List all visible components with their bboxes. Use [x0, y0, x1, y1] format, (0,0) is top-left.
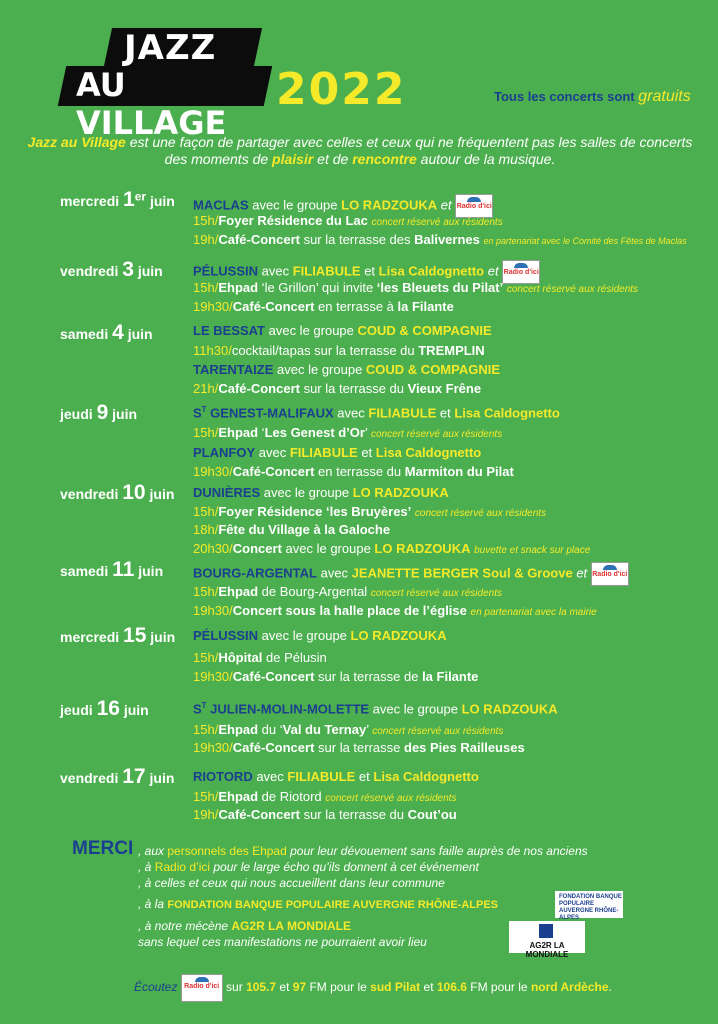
event-town: PÉLUSSIN — [193, 263, 259, 279]
day-label — [60, 321, 153, 345]
event-time: 19h30 — [193, 740, 230, 755]
event-band: COUD & COMPAGNIE — [357, 323, 492, 338]
event-and: et — [357, 445, 376, 460]
event-with: avec — [316, 565, 352, 581]
event-band: Lisa Caldognetto — [375, 445, 482, 460]
listen-label: Écoutez — [134, 980, 178, 995]
day-number: 15 — [123, 624, 147, 647]
event-band: COUD & COMPAGNIE — [365, 362, 501, 377]
event-line: 15h/Ehpad du ‘Val du Ternay’ concert réservé aux résidents — [193, 722, 504, 737]
event-time: 20h30 — [193, 541, 230, 556]
event-place: Café-Concert — [218, 807, 300, 822]
event-venue: des Pies Railleuses — [404, 740, 525, 755]
event-town: LE BESSAT — [193, 323, 265, 338]
event-time: 15h — [193, 584, 215, 599]
event-text: de Pélusin — [262, 650, 327, 665]
event-note: concert réservé aux résidents — [370, 588, 502, 599]
intro-text — [20, 134, 700, 168]
event-line: 19h30/Concert sous la halle place de l’église en partenariat avec la mairie — [193, 603, 597, 618]
event-band: LO RADZOUKA — [461, 701, 558, 717]
event-line: 15h/Foyer Résidence du Lac concert réservé aux résidents — [193, 213, 503, 228]
event-time: 19h30 — [193, 603, 230, 618]
event-text: sur la terrasse du — [299, 381, 408, 396]
event-headline — [193, 562, 629, 586]
event-text: ‘ — [258, 425, 265, 440]
event-text: sur la terrasse des — [299, 232, 415, 247]
event-venue: à la Galoche — [309, 522, 391, 537]
event-line: 15h/Ehpad de Bourg-Argental concert réservé aux résidents — [193, 584, 502, 599]
event-text: de Bourg-Argental — [258, 584, 368, 599]
event-venue: ‘les Bleuets du Pilat’ — [376, 280, 504, 295]
event-place: Ehpad — [218, 584, 259, 599]
event-with: avec le groupe — [265, 323, 358, 338]
event-note: concert réservé aux résidents — [414, 508, 547, 519]
event-with: avec le groupe — [248, 197, 342, 213]
day-weekday: vendredi — [60, 770, 119, 786]
day-label — [60, 258, 163, 282]
event-venue: Vieux Frêne — [407, 381, 482, 396]
event-line: 18h/Fête du Village à la Galoche — [193, 522, 391, 537]
event-town: S — [193, 701, 202, 717]
day-label — [60, 624, 175, 648]
event-town: PLANFOY — [193, 445, 256, 460]
fondation-banque-populaire-logo: FONDATION BANQUE POPULAIRE AUVERGNE RHÔNE-ALPES — [555, 891, 623, 918]
day-label — [60, 481, 174, 505]
thanks-line: , à Radio d’ici pour le large écho qu’ils donnent à cet événement — [138, 860, 479, 874]
event-place: Ehpad — [218, 789, 259, 804]
event-time: 15h — [193, 425, 215, 440]
event-with: avec le groupe — [260, 485, 353, 500]
event-band: FILIABULE — [368, 405, 437, 421]
event-line: 19h30/Café-Concert en terrasse à la Filante — [193, 299, 454, 314]
event-and: et — [360, 263, 379, 279]
day-month: juin — [112, 406, 138, 422]
festival-year: 2022 — [276, 64, 407, 115]
event-note: concert réservé aux résidents — [372, 726, 504, 737]
day-month: juin — [138, 563, 164, 579]
day-number: 11 — [112, 558, 135, 581]
event-and: et — [436, 405, 455, 421]
ag2r-la-mondiale-logo — [509, 921, 585, 959]
event-band: LO RADZOUKA — [352, 485, 449, 500]
event-time: 15h — [193, 213, 215, 228]
radio-dici-logo: Radio d'ici — [591, 562, 629, 586]
logo-words-au-village: AU VILLAGE — [76, 66, 227, 142]
event-time: 18h — [193, 522, 215, 537]
event-with: avec — [252, 769, 288, 784]
thanks-highlight: personnels des Ehpad — [167, 844, 287, 858]
logo-word-jazz: JAZZ — [124, 28, 217, 68]
thanks-line: , aux personnels des Ehpad pour leur dévouement sans faille auprès de nos anciens — [138, 844, 588, 858]
day-month: juin — [137, 263, 163, 279]
event-with: avec le groupe — [369, 701, 462, 717]
day-number: 16 — [96, 697, 120, 720]
radio-dici-logo: Radio d'ici — [502, 260, 540, 284]
intro-part2: des moments de — [164, 151, 273, 167]
event-venue: Balivernes — [414, 232, 480, 247]
intro-part1: est une façon de partager avec celles et ceux qui ne fréquentent pas les salles de concerts — [125, 134, 693, 150]
event-town: S — [193, 405, 202, 421]
event-time: 11h30 — [193, 343, 229, 358]
day-label — [60, 401, 137, 425]
event-venue: ‘les Bruyères’ — [322, 504, 412, 519]
event-time: 19h30 — [193, 669, 230, 684]
event-text: avec le groupe — [281, 541, 375, 556]
event-place: Concert — [232, 541, 282, 556]
event-headline — [193, 445, 481, 460]
day-weekday: vendredi — [60, 263, 119, 279]
event-town: MACLAS — [193, 197, 249, 213]
event-line: 15h/Ehpad ‘le Grillon’ qui invite ‘les Bleuets du Pilat’ concert réservé aux résidents — [193, 280, 639, 295]
event-with: avec le groupe — [258, 628, 351, 643]
event-town-sup: T — [201, 405, 207, 414]
event-note: concert réservé aux résidents — [371, 217, 503, 228]
frequency: 105.7 — [246, 980, 277, 995]
event-text: du ‘ — [258, 722, 283, 737]
day-label — [60, 188, 175, 212]
event-place: Ehpad — [218, 425, 259, 440]
event-et: et — [484, 263, 499, 279]
day-weekday: samedi — [60, 326, 109, 342]
event-band: FILIABULE — [292, 263, 361, 279]
event-place: Café-Concert — [218, 232, 300, 247]
event-venue: sous la halle place de l’église — [281, 603, 467, 618]
ag2r-mark-icon — [539, 924, 553, 938]
thanks-line: , à celles et ceux qui nous accueillent dans leur commune — [138, 876, 445, 890]
event-town: PÉLUSSIN — [193, 628, 259, 643]
event-with: avec — [255, 445, 290, 460]
event-text: en terrasse à — [314, 299, 398, 314]
event-line: 19h30/Café-Concert en terrasse du Marmiton du Pilat — [193, 464, 514, 479]
event-town: DUNIÈRES — [193, 485, 261, 500]
event-place: Ehpad — [218, 280, 259, 295]
event-headline — [193, 362, 500, 377]
event-place: Hôpital — [218, 650, 263, 665]
event-et: et — [437, 197, 452, 213]
free-prefix: Tous les concerts sont — [494, 89, 635, 104]
event-text: ’ — [366, 722, 369, 737]
event-place: Café-Concert — [232, 299, 315, 314]
event-place: Foyer Résidence — [218, 504, 323, 519]
event-note: concert réservé aux résidents — [371, 429, 503, 440]
event-note: en partenariat avec le Comité des Fêtes de Maclas — [483, 236, 687, 246]
day-month: juin — [149, 486, 175, 502]
event-line: 11h30/cocktail/tapas sur la terrasse du TREMPLIN — [193, 343, 485, 358]
day-number: 17 — [122, 765, 146, 788]
radio-dici-logo: Radio d'ici — [181, 974, 223, 1002]
thanks-line: sans lequel ces manifestations ne pourraient avoir lieu — [138, 935, 427, 949]
event-line: 15h/Hôpital de Pélusin — [193, 650, 327, 665]
free-concerts-banner — [494, 88, 691, 106]
event-with: avec — [258, 263, 293, 279]
day-month: juin — [127, 326, 153, 342]
listen-line: Écoutez Radio d'ici sur 105.7 et 97 FM pour le sud Pilat et 106.6 FM pour le nord Ardèche. — [134, 974, 612, 1002]
event-line: 19h/Café-Concert sur la terrasse des Balivernes en partenariat avec le Comité des Fêtes de Maclas — [193, 232, 687, 247]
event-place: Concert — [232, 603, 282, 618]
event-band: JEANETTE BERGER Soul & Groove — [351, 565, 573, 581]
event-place: Fête du Village — [218, 522, 310, 537]
day-weekday: vendredi — [60, 486, 119, 502]
event-with: avec le groupe — [273, 362, 366, 377]
event-place: Café-Concert — [232, 669, 315, 684]
event-text: de Riotord — [258, 789, 322, 804]
day-number: 1 — [123, 188, 135, 211]
event-headline — [193, 405, 560, 420]
event-town: GENEST-MALIFAUX — [206, 405, 334, 421]
jazz-au-village-logo — [58, 26, 268, 142]
day-month: juin — [149, 193, 175, 209]
day-weekday: jeudi — [60, 702, 93, 718]
ag2r-logo-text: AG2R LA MONDIALE — [525, 941, 569, 959]
event-band: Lisa Caldognetto — [373, 769, 479, 784]
event-venue: la Filante — [422, 669, 479, 684]
event-and: et — [355, 769, 374, 784]
event-venue: la Filante — [397, 299, 454, 314]
thanks-title: MERCI — [72, 838, 134, 859]
radio-dici-logo: Radio d'ici — [455, 194, 493, 218]
event-place: Café-Concert — [232, 740, 315, 755]
thanks-highlight: FONDATION BANQUE POPULAIRE AUVERGNE RHÔNE-ALPES — [167, 899, 498, 911]
event-venue: Cout’ou — [407, 807, 457, 822]
event-with: avec — [333, 405, 369, 421]
event-text: sur la terrasse — [314, 740, 404, 755]
event-town-sup: T — [201, 701, 207, 710]
intro-plaisir: plaisir — [272, 151, 314, 167]
event-headline — [193, 628, 447, 643]
day-number: 4 — [112, 321, 124, 344]
event-place: Ehpad — [218, 722, 259, 737]
event-time: 19h30 — [193, 464, 230, 479]
event-time: 21h — [193, 381, 215, 396]
event-band: FILIABULE — [287, 769, 356, 784]
region: nord Ardèche — [530, 980, 609, 995]
thanks-line: , à la FONDATION BANQUE POPULAIRE AUVERGNE RHÔNE-ALPES — [138, 897, 498, 911]
day-weekday: mercredi — [60, 629, 120, 645]
event-line: 19h30/Café-Concert sur la terrasse de la Filante — [193, 669, 479, 684]
event-place: Café-Concert — [218, 381, 300, 396]
event-line: 15h/Ehpad de Riotord concert réservé aux résidents — [193, 789, 457, 804]
event-time: 19h — [193, 807, 215, 822]
event-note: concert réservé aux résidents — [325, 793, 457, 804]
event-text: en terrasse du — [314, 464, 405, 479]
event-headline — [193, 323, 492, 338]
event-line: 15h/Ehpad ‘Les Genest d’Or’ concert réservé aux résidents — [193, 425, 503, 440]
event-band: Lisa Caldognetto — [454, 405, 560, 421]
event-line: 19h/Café-Concert sur la terrasse du Cout’ou — [193, 807, 457, 822]
event-text: ‘le Grillon’ qui invite — [258, 280, 377, 295]
event-town: BOURG-ARGENTAL — [193, 565, 317, 581]
event-time: 15h — [193, 650, 215, 665]
day-weekday: mercredi — [60, 193, 120, 209]
thanks-highlight: AG2R LA MONDIALE — [231, 919, 351, 933]
event-line: 19h30/Café-Concert sur la terrasse des Pies Railleuses — [193, 740, 525, 755]
day-weekday: jeudi — [60, 406, 93, 422]
day-number: 3 — [122, 258, 134, 281]
day-weekday: samedi — [60, 563, 109, 579]
event-town: RIOTORD — [193, 769, 253, 784]
event-time: 19h — [193, 232, 215, 247]
frequency: 97 — [292, 980, 307, 995]
event-time: 15h — [193, 504, 215, 519]
event-venue: Marmiton du Pilat — [404, 464, 514, 479]
intro-part4: autour de la musique. — [416, 151, 556, 167]
day-label — [60, 765, 174, 789]
event-time: 19h30 — [193, 299, 230, 314]
free-word: gratuits — [638, 88, 691, 105]
event-et: et — [572, 565, 588, 581]
day-number: 10 — [122, 481, 146, 504]
event-line: 20h30/Concert avec le groupe LO RADZOUKA buvette et snack sur place — [193, 541, 591, 556]
event-line: 15h/Foyer Résidence ‘les Bruyères’ concert réservé aux résidents — [193, 504, 547, 519]
event-headline — [193, 769, 479, 784]
event-note: en partenariat avec la mairie — [470, 607, 597, 618]
event-line: 21h/Café-Concert sur la terrasse du Vieux Frêne — [193, 381, 482, 396]
event-venue: TREMPLIN — [418, 343, 485, 358]
day-label — [60, 558, 163, 582]
event-text: sur la terrasse de — [314, 669, 423, 684]
intro-rencontre: rencontre — [352, 151, 417, 167]
day-suffix: er — [134, 189, 147, 204]
event-time: 15h — [193, 789, 215, 804]
event-text: sur la terrasse du — [299, 807, 408, 822]
day-month: juin — [150, 629, 176, 645]
day-month: juin — [149, 770, 175, 786]
region: sud Pilat — [370, 980, 421, 995]
event-town: TARENTAIZE — [193, 362, 274, 377]
event-note: concert réservé aux résidents — [506, 284, 639, 295]
event-venue: Les Genest d’Or — [264, 425, 365, 440]
event-venue: Val du Ternay — [282, 722, 367, 737]
event-band: LO RADZOUKA — [350, 628, 447, 643]
event-time: 15h — [193, 280, 215, 295]
intro-brand: Jazz au Village — [27, 134, 126, 150]
day-number: 9 — [96, 401, 109, 424]
frequency: 106.6 — [436, 980, 467, 995]
event-place: Foyer Résidence du Lac — [218, 213, 368, 228]
event-text: cocktail/tapas sur la terrasse du — [231, 343, 419, 358]
thanks-line: , à notre mécène AG2R LA MONDIALE — [138, 919, 351, 933]
day-month: juin — [123, 702, 149, 718]
event-band: LO RADZOUKA — [341, 197, 438, 213]
event-place: Café-Concert — [232, 464, 315, 479]
event-band: FILIABULE — [289, 445, 358, 460]
event-band: Lisa Caldognetto — [378, 263, 485, 279]
event-time: 15h — [193, 722, 215, 737]
event-town: JULIEN-MOLIN-MOLETTE — [206, 701, 370, 717]
thanks-highlight: Radio d’ici — [154, 860, 211, 874]
event-text: ’ — [364, 425, 368, 440]
intro-part3: et de — [313, 151, 353, 167]
day-label — [60, 697, 149, 721]
event-headline — [193, 485, 449, 500]
event-headline — [193, 701, 558, 716]
event-band: LO RADZOUKA — [374, 541, 471, 556]
event-note: buvette et snack sur place — [474, 545, 591, 556]
